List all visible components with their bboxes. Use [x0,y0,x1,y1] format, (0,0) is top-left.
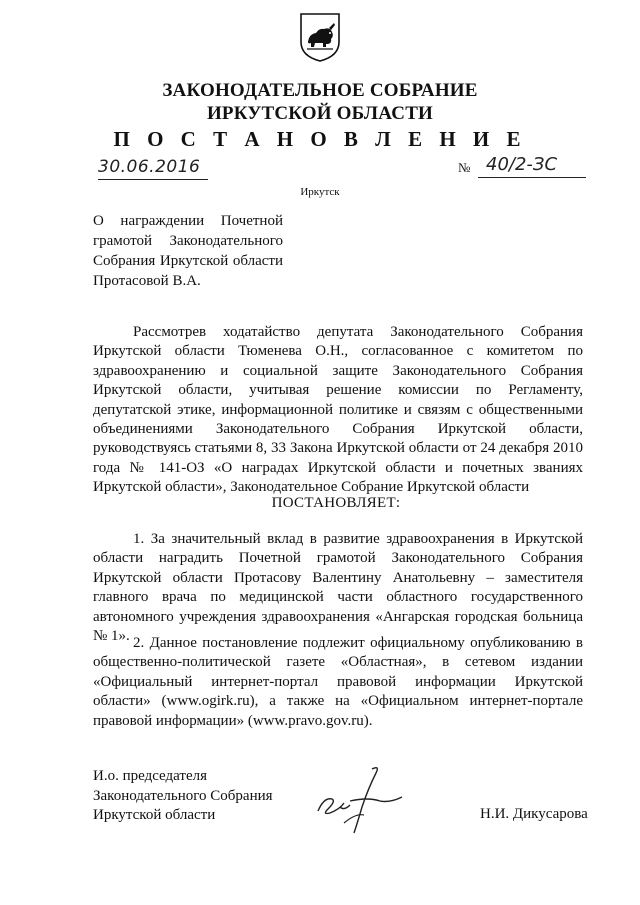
organization-name-line2: ИРКУТСКОЙ ОБЛАСТИ [206,103,434,124]
signer-title-line1: И.о. председателя [93,768,208,784]
document-city: Иркутск [300,186,340,198]
resolution-item-1: 1. За значительный вклад в развитие здравоохранения в Иркутской области наградить Почетной грамотой Законодательного Собрания Иркутской области Протасову Валентину Анатольевну – заместителя главного врача по медицинской части областного государственного автономного учреждения здравоохранения «Ангарская городская больница № 1». [93,531,583,645]
resolves-heading: ПОСТАНОВЛЯЕТ: [271,495,401,511]
document-type-title: П О С Т А Н О В Л Е Н И Е [113,127,527,151]
document-date-value: 30.06.2016 [98,157,201,177]
signer-title [93,767,273,826]
preamble-paragraph: Рассмотрев ходатайство депутата Законодательного Собрания Иркутской области Тюменева О.Н., согласованное с комитетом по здравоохранению и социальной защите Законодательного Собрания Иркутской области, учитывая решение комиссии по Регламенту, депутатской этике, информационной политике и связям с общественными объединениями Законодательного Собрания Иркутской области, руководствуясь статьями 8, 33 Закона Иркутской области от 24 декабря 2010 года № 141-ОЗ «О наградах Иркутской области и почетных званиях Иркутской области», Законодательное Собрание Иркутской области [93,324,583,496]
resolution-item-2: 2. Данное постановление подлежит официальному опубликованию в общественно-политической газете «Областная», в сетевом издании «Официальный интернет-портал правовой информации Иркутской области» (www.ogirk.ru), а также на «Официальном интернет-портале правовой информации» (www.pravo.gov.ru). [93,635,583,729]
handwritten-signature [310,763,415,838]
coat-of-arms-icon [299,12,341,62]
document-date [98,155,208,180]
signer-title-line2: Законодательного Собрания [93,787,273,804]
document-number-label: № [458,160,471,175]
signer-title-line3: Иркутской области [93,807,216,823]
document-number-value: 40/2-ЗС [486,154,558,175]
signer-name: Н.И. Дикусарова [480,806,588,822]
document-number [478,153,586,178]
organization-name-line1: ЗАКОНОДАТЕЛЬНОЕ СОБРАНИЕ [162,80,478,101]
document-subject: О награждении Почетной грамотой Законодательного Собрания Иркутской области Протасовой В.А. [93,213,283,289]
